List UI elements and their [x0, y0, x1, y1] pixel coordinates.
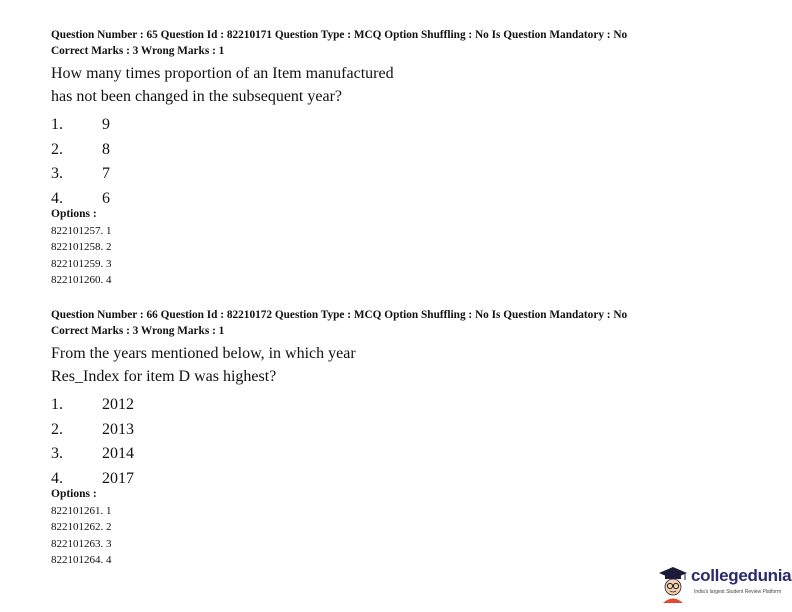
question-meta-line: Question Number : 65 Question Id : 82210171 Question Type : MCQ Option Shuffling : No Is Question Mandatory : No — [51, 29, 628, 41]
question-text-line: has not been changed in the subsequent year? — [51, 88, 343, 105]
choice-number: 3. — [51, 165, 63, 182]
choice-value: 2013 — [102, 420, 134, 438]
choice-value: 7 — [102, 165, 110, 182]
answer-choice — [51, 113, 751, 138]
choice-value: 8 — [102, 140, 110, 158]
option-id: 822101262. 2 — [51, 521, 112, 534]
question-block-66 — [51, 307, 751, 568]
answer-choice — [51, 442, 751, 467]
option-id: 822101261. 1 — [51, 505, 112, 517]
answer-choice — [51, 393, 751, 418]
choice-value: 9 — [102, 116, 110, 133]
option-id: 822101263. 3 — [51, 537, 112, 550]
choice-value: 2014 — [102, 445, 134, 462]
answer-choice — [51, 162, 751, 187]
choice-number: 3. — [51, 445, 63, 462]
question-marks-line: Correct Marks : 3 Wrong Marks : 1 — [51, 45, 225, 57]
options-label: Options : — [51, 488, 97, 500]
graduate-mascot-icon — [658, 565, 688, 603]
choice-number: 1. — [51, 396, 63, 413]
option-id: 822101260. 4 — [51, 273, 112, 286]
option-id: 822101264. 4 — [51, 553, 112, 566]
choice-number: 4. — [51, 189, 63, 207]
question-marks-line: Correct Marks : 3 Wrong Marks : 1 — [51, 325, 225, 337]
option-id: 822101259. 3 — [51, 257, 112, 270]
choice-number: 1. — [51, 116, 63, 133]
collegedunia-logo — [658, 563, 792, 607]
question-text-line: How many times proportion of an Item manufactured — [51, 65, 394, 82]
choice-number: 4. — [51, 469, 63, 487]
choice-number: 2. — [51, 140, 63, 158]
choice-value: 2012 — [102, 396, 134, 413]
question-text — [51, 62, 751, 108]
option-id: 822101257. 1 — [51, 225, 112, 237]
answer-choice — [51, 467, 751, 492]
logo-wordmark: collegedunia — [691, 566, 792, 585]
choice-value: 6 — [102, 189, 110, 207]
answer-choices — [51, 393, 751, 491]
question-text — [51, 342, 751, 388]
option-id-list — [51, 223, 751, 288]
option-id: 822101258. 2 — [51, 241, 112, 254]
logo-tagline: India's largest Student Review Platform — [694, 589, 782, 595]
answer-choice — [51, 187, 751, 212]
option-id-list — [51, 503, 751, 568]
question-text-line: Res_Index for item D was highest? — [51, 368, 277, 385]
choice-value: 2017 — [102, 469, 134, 487]
answer-choice — [51, 138, 751, 163]
answer-choice — [51, 418, 751, 443]
question-meta-line: Question Number : 66 Question Id : 82210172 Question Type : MCQ Option Shuffling : No Is Question Mandatory : No — [51, 309, 628, 321]
question-block-65 — [51, 27, 751, 288]
answer-choices — [51, 113, 751, 211]
options-label: Options : — [51, 208, 97, 220]
question-text-line: From the years mentioned below, in which year — [51, 345, 356, 362]
choice-number: 2. — [51, 420, 63, 438]
